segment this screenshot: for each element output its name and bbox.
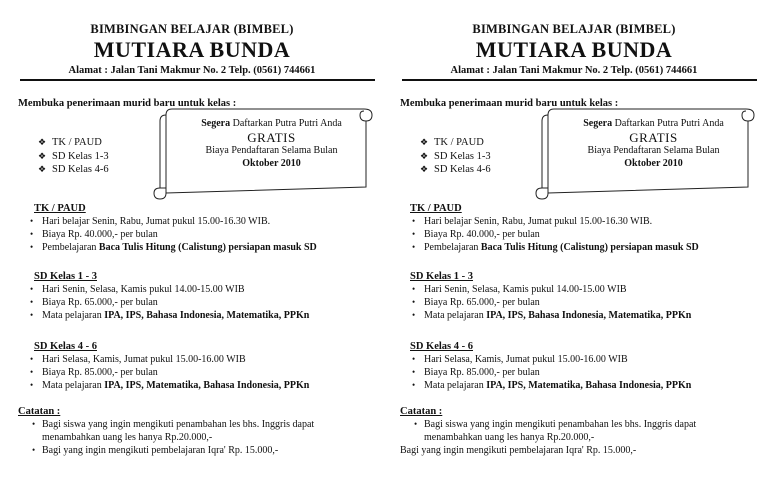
- diamond-icon: ❖: [420, 164, 429, 174]
- item-text: Pembelajaran: [424, 242, 481, 253]
- list-item: [28, 296, 383, 309]
- section-sd46: [410, 340, 765, 392]
- bullet-icon: •: [412, 354, 416, 364]
- list-item: [410, 353, 765, 366]
- item-text: Biaya Rp. 65.000,- per bulan: [42, 297, 158, 308]
- scroll-date: Oktober 2010: [242, 158, 301, 169]
- section-sd13: [28, 270, 383, 322]
- item-text: Biaya Rp. 65.000,- per bulan: [424, 297, 540, 308]
- bullet-icon: •: [30, 297, 34, 307]
- item-bold-text: IPA, IPS, Matematika, Bahasa Indonesia, PPKn: [104, 380, 310, 391]
- bullet-icon: •: [412, 229, 416, 239]
- bullet-icon: •: [30, 284, 34, 294]
- list-item: [410, 215, 765, 228]
- notes-title: Catatan :: [400, 406, 443, 417]
- header-subtitle: BIMBINGAN BELAJAR (BIMBEL): [472, 22, 676, 36]
- level-label: SD Kelas 4-6: [52, 164, 109, 175]
- item-bold-text: IPA, IPS, Matematika, Bahasa Indonesia, PPKn: [486, 380, 692, 391]
- note-text: Bagi yang ingin mengikuti pembelajaran Iqra' Rp. 15.000,-: [42, 445, 279, 456]
- header-address: Alamat : Jalan Tani Makmur No. 2 Telp. (0561) 744661: [450, 65, 698, 76]
- header-title: MUTIARA BUNDA: [93, 37, 291, 62]
- section-title: SD Kelas 1 - 3: [34, 271, 97, 282]
- note-text: Bagi siswa yang ingin mengikuti penambahan les bhs. Inggris dapat: [42, 419, 315, 430]
- note-text: Bagi siswa yang ingin mengikuti penambahan les bhs. Inggris dapat: [424, 419, 697, 430]
- list-item: [410, 228, 765, 241]
- list-item: [28, 309, 383, 322]
- scroll-line1-rest: Daftarkan Putra Putri Anda: [612, 118, 724, 129]
- item-bold-text: Baca Tulis Hitung (Calistung) persiapan masuk SD: [480, 242, 699, 253]
- scroll-banner: [534, 103, 759, 201]
- scroll-line1-bold: Segera: [201, 118, 231, 129]
- scroll-gratis: GRATIS: [247, 130, 296, 145]
- bullet-icon: •: [30, 380, 34, 390]
- item-text: Pembelajaran: [42, 242, 99, 253]
- item-bold-text: Baca Tulis Hitung (Calistung) persiapan masuk SD: [98, 242, 317, 253]
- section-title: TK / PAUD: [410, 203, 462, 214]
- item-bold-text: IPA, IPS, Bahasa Indonesia, Matematika, PPKn: [486, 310, 692, 321]
- notes-section: [400, 405, 760, 457]
- diamond-icon: ❖: [420, 137, 429, 147]
- bullet-icon: •: [412, 216, 416, 226]
- list-item: [410, 296, 765, 309]
- list-item: [420, 136, 491, 150]
- list-item: [28, 353, 383, 366]
- list-item: [410, 283, 765, 296]
- notes-title: Catatan :: [18, 406, 61, 417]
- item-text: Mata pelajaran: [42, 380, 105, 391]
- item-text: Biaya Rp. 85.000,- per bulan: [42, 367, 158, 378]
- note-text: menambahkan uang les hanya Rp.20.000,-: [424, 432, 595, 443]
- scroll-line3: Biaya Pendaftaran Selama Bulan: [205, 145, 338, 156]
- intro-text: Membuka penerimaan murid baru untuk kelas :: [400, 98, 619, 109]
- bullet-icon: •: [412, 380, 416, 390]
- section-title: TK / PAUD: [34, 203, 86, 214]
- list-item: [18, 431, 378, 444]
- bullet-icon: •: [30, 367, 34, 377]
- bullet-icon: •: [30, 354, 34, 364]
- header-subtitle: BIMBINGAN BELAJAR (BIMBEL): [90, 22, 294, 36]
- item-text: Biaya Rp. 40.000,- per bulan: [42, 229, 158, 240]
- bullet-icon: •: [30, 242, 34, 252]
- section-title: SD Kelas 4 - 6: [34, 341, 97, 352]
- header-rule: [20, 79, 375, 81]
- levels-list: [38, 136, 109, 177]
- list-item: [38, 163, 109, 177]
- level-label: SD Kelas 4-6: [434, 164, 491, 175]
- bullet-icon: •: [412, 242, 416, 252]
- bullet-icon: •: [30, 310, 34, 320]
- bullet-icon: •: [32, 445, 36, 455]
- section-tk: [28, 202, 383, 254]
- scroll-line3: Biaya Pendaftaran Selama Bulan: [587, 145, 720, 156]
- header-title: MUTIARA BUNDA: [475, 37, 673, 62]
- section-tk: [410, 202, 765, 254]
- scroll-banner: [152, 103, 377, 201]
- item-text: Mata pelajaran: [424, 380, 487, 391]
- list-item: [410, 309, 765, 322]
- bullet-icon: •: [412, 284, 416, 294]
- diamond-icon: ❖: [38, 164, 47, 174]
- bullet-icon: •: [412, 367, 416, 377]
- scroll-date: Oktober 2010: [624, 158, 683, 169]
- diamond-icon: ❖: [38, 150, 47, 161]
- item-text: Hari Senin, Selasa, Kamis pukul 14.00-15.00 WIB: [424, 284, 627, 295]
- list-item: [18, 418, 378, 431]
- list-item: [28, 379, 383, 392]
- list-item: [28, 366, 383, 379]
- note-plain: Bagi yang ingin mengikuti pembelajaran Iqra' Rp. 15.000,-: [400, 445, 637, 456]
- level-label: TK / PAUD: [52, 137, 102, 148]
- section-sd46: [28, 340, 383, 392]
- list-item: [400, 431, 760, 444]
- list-item: [38, 136, 109, 150]
- flyer-left: [12, 0, 384, 503]
- item-text: Mata pelajaran: [42, 310, 105, 321]
- item-text: Biaya Rp. 40.000,- per bulan: [424, 229, 540, 240]
- list-item: [28, 283, 383, 296]
- section-title: SD Kelas 1 - 3: [410, 271, 473, 282]
- scroll-line1-bold: Segera: [583, 118, 613, 129]
- bullet-icon: •: [412, 297, 416, 307]
- section-title: SD Kelas 4 - 6: [410, 341, 473, 352]
- note-text: menambahkan uang les hanya Rp.20.000,-: [42, 432, 213, 443]
- list-item: [28, 228, 383, 241]
- bullet-icon: •: [30, 229, 34, 239]
- bullet-icon: •: [412, 310, 416, 320]
- flyer-right: [394, 0, 766, 503]
- section-sd13: [410, 270, 765, 322]
- diamond-icon: ❖: [420, 150, 429, 161]
- level-label: SD Kelas 1-3: [52, 150, 109, 162]
- scroll-gratis: GRATIS: [629, 130, 678, 145]
- item-text: Hari Senin, Selasa, Kamis pukul 14.00-15.00 WIB: [42, 284, 245, 295]
- scroll-line1-rest: Daftarkan Putra Putri Anda: [230, 118, 342, 129]
- list-item: [400, 418, 760, 431]
- list-item: [410, 241, 765, 254]
- levels-list: [420, 136, 491, 177]
- list-item: [410, 366, 765, 379]
- list-item: [420, 163, 491, 177]
- item-text: Hari belajar Senin, Rabu, Jumat pukul 15.00-16.30 WIB.: [424, 216, 653, 227]
- item-bold-text: IPA, IPS, Bahasa Indonesia, Matematika, PPKn: [104, 310, 310, 321]
- level-label: SD Kelas 1-3: [434, 150, 491, 162]
- bullet-icon: •: [414, 419, 418, 429]
- bullet-icon: •: [30, 216, 34, 226]
- list-item: [18, 444, 378, 457]
- item-text: Hari belajar Senin, Rabu, Jumat pukul 15.00-16.30 WIB.: [42, 216, 271, 227]
- list-item: [28, 241, 383, 254]
- item-text: Biaya Rp. 85.000,- per bulan: [424, 367, 540, 378]
- list-item: [420, 150, 491, 164]
- list-item: [410, 379, 765, 392]
- list-item: [28, 215, 383, 228]
- item-text: Mata pelajaran: [424, 310, 487, 321]
- item-text: Hari Selasa, Kamis, Jumat pukul 15.00-16.00 WIB: [424, 354, 628, 365]
- bullet-icon: •: [32, 419, 36, 429]
- header-rule: [402, 79, 757, 81]
- list-item: [38, 150, 109, 164]
- notes-section: [18, 405, 378, 457]
- diamond-icon: ❖: [38, 137, 47, 147]
- header-address: Alamat : Jalan Tani Makmur No. 2 Telp. (0561) 744661: [68, 65, 316, 76]
- item-text: Hari Selasa, Kamis, Jumat pukul 15.00-16.00 WIB: [42, 354, 246, 365]
- level-label: TK / PAUD: [434, 137, 484, 148]
- intro-text: Membuka penerimaan murid baru untuk kelas :: [18, 98, 237, 109]
